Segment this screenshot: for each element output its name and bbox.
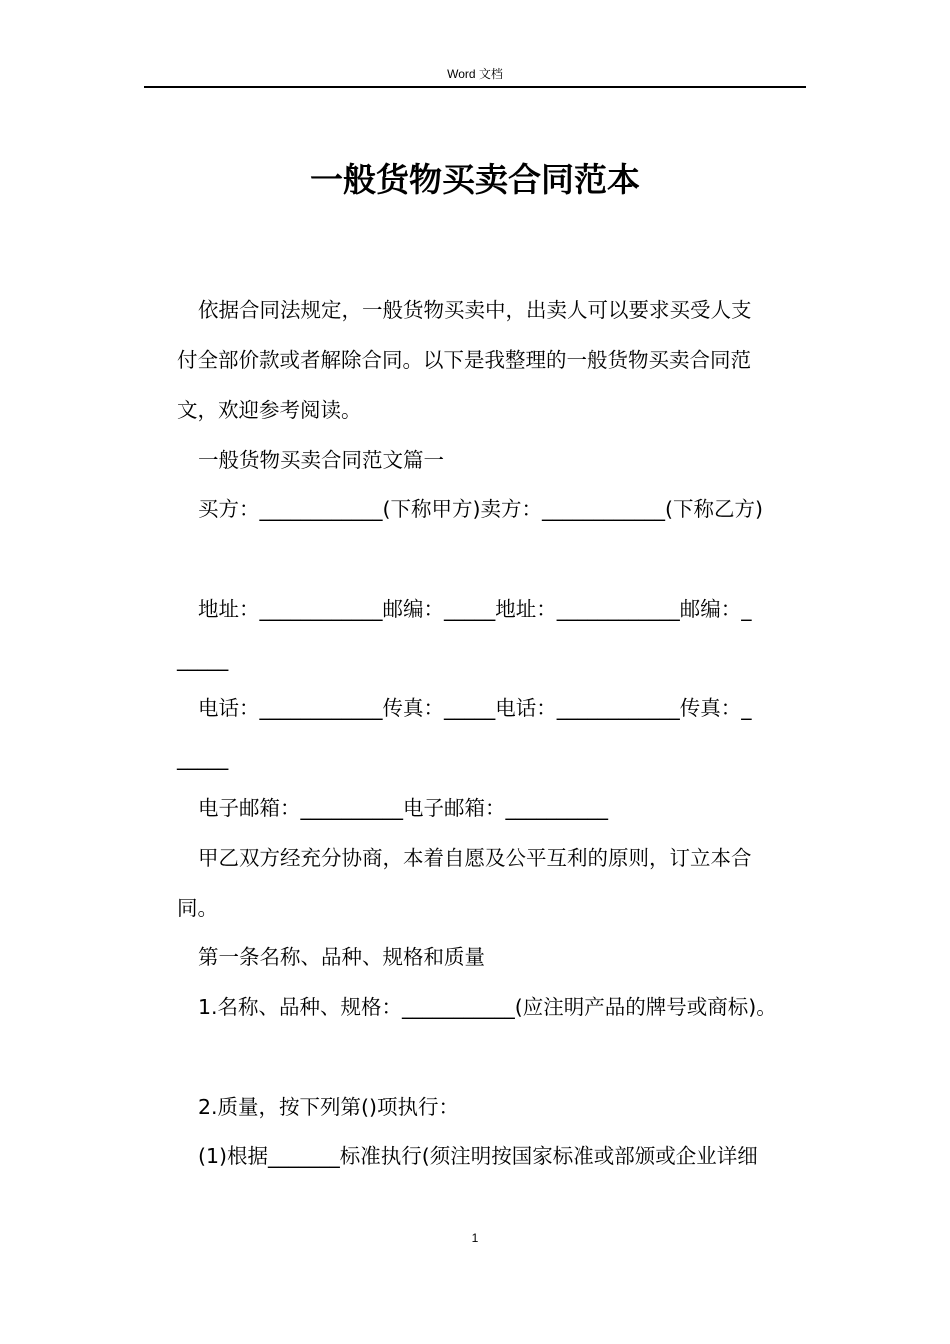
agreement-line-2: 同。 (177, 896, 218, 920)
address-postcode-line-continued: _____ (177, 647, 229, 671)
paragraph-intro-line-1: 依据合同法规定，一般货物买卖中，出卖人可以要求买受人支 (198, 298, 752, 322)
clause-1-name-spec: 1.名称、品种、规格：___________(应注明产品的牌号或商标)。 (198, 995, 777, 1019)
paragraph-intro-line-2: 付全部价款或者解除合同。以下是我整理的一般货物买卖合同范 (177, 348, 751, 372)
header-text: Word 文档 (447, 67, 503, 81)
buyer-seller-line: 买方：____________(下称甲方)卖方：____________(下称乙方) (198, 497, 763, 521)
phone-fax-line-continued: _____ (177, 746, 229, 770)
address-postcode-line: 地址：____________邮编：_____地址：____________邮编：_ (198, 597, 752, 621)
section-heading-sample-one: 一般货物买卖合同范文篇一 (198, 448, 444, 472)
page-number: 1 (471, 1231, 479, 1245)
clause-2-1-standard: (1)根据_______标准执行(须注明按国家标准或部颁或企业详细 (198, 1144, 758, 1168)
paragraph-intro-line-3: 文，欢迎参考阅读。 (177, 398, 362, 422)
phone-fax-line: 电话：____________传真：_____电话：____________传真：_ (198, 696, 752, 720)
clause-2-quality: 2.质量，按下列第()项执行： (198, 1095, 460, 1119)
email-line: 电子邮箱：__________电子邮箱：__________ (198, 796, 608, 820)
document-title: 一般货物买卖合同范本 (310, 160, 640, 199)
agreement-line-1: 甲乙双方经充分协商，本着自愿及公平互利的原则，订立本合 (198, 846, 752, 870)
header-divider (144, 86, 806, 88)
article-one-heading: 第一条名称、品种、规格和质量 (198, 945, 485, 969)
